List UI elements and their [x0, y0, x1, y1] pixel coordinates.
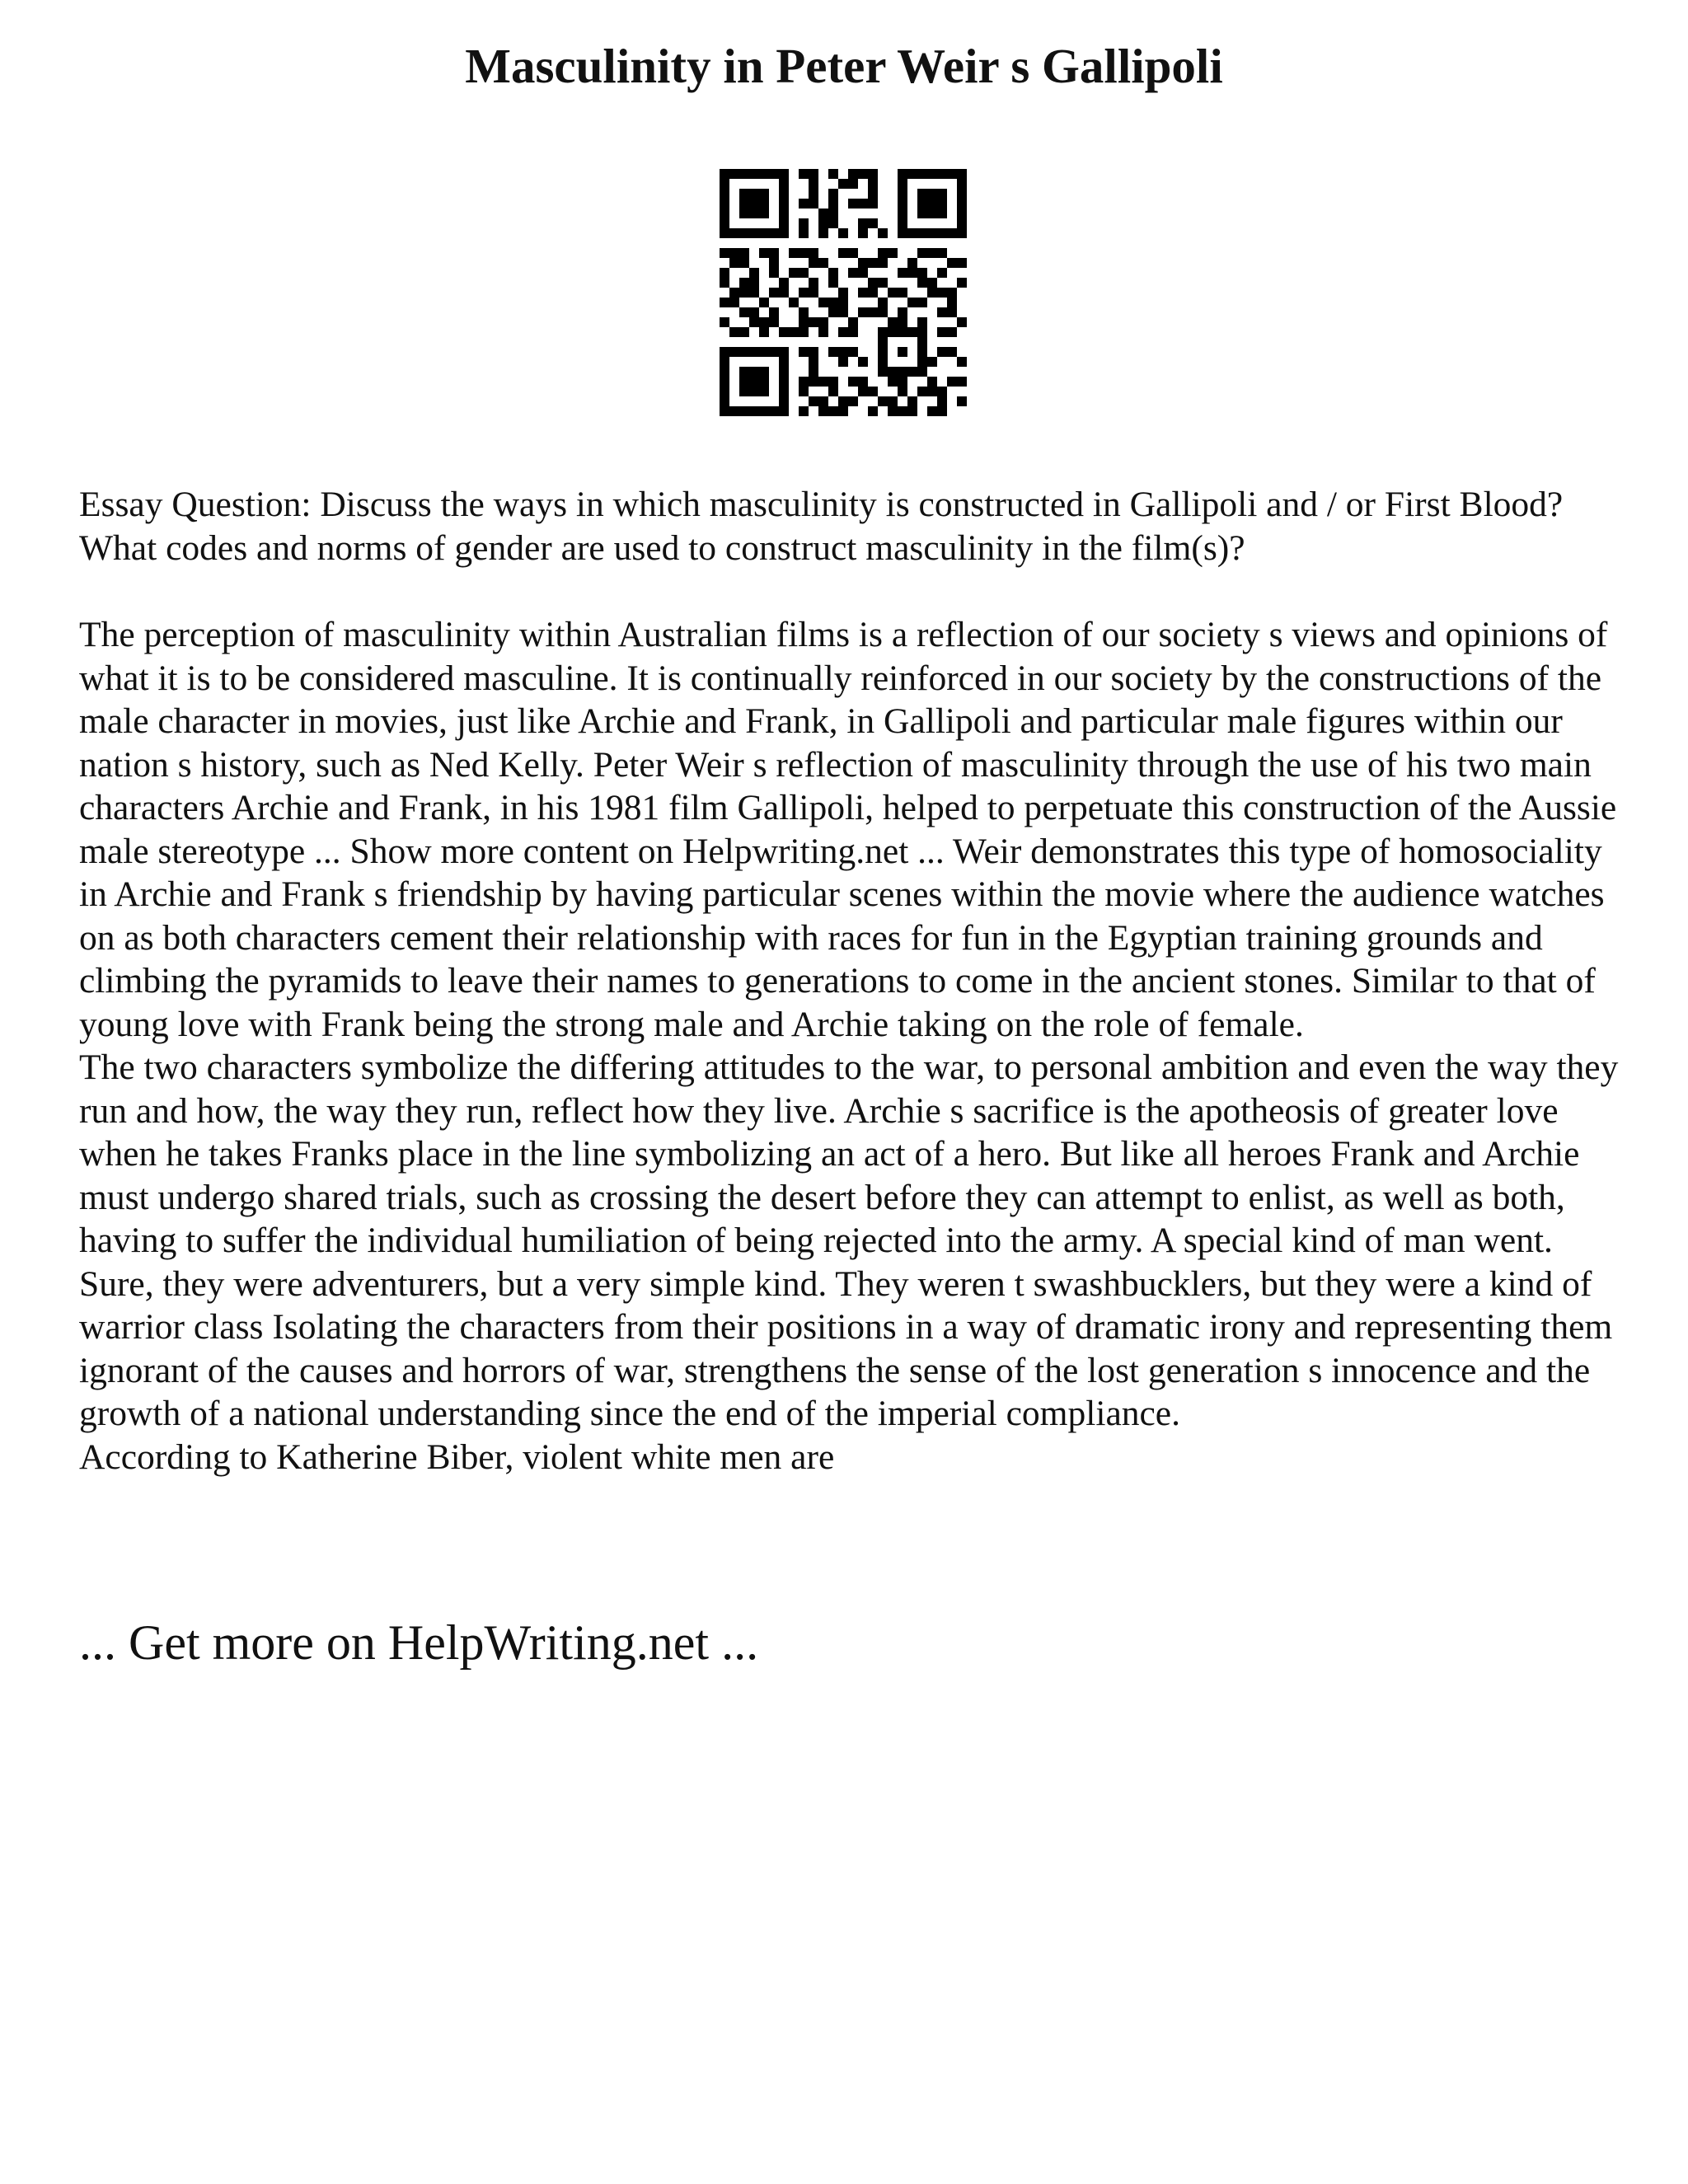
get-more-link[interactable]: ... Get more on HelpWriting.net ...	[79, 1615, 759, 1670]
essay-question: Essay Question: Discuss the ways in which masculinity is constructed in Gallipoli and / or First Blood? What codes and norms of gender are used to construct masculinity in the film(s)?	[79, 485, 1564, 568]
essay-body	[79, 613, 1629, 1479]
body-paragraph: According to Katherine Biber, violent white men are	[79, 1436, 835, 1477]
qr-code-icon	[720, 169, 967, 416]
body-paragraph: The perception of masculinity within Australian films is a reflection of our society s views and opinions of what it is to be considered masculine. It is continually reinforced in our society by the constructions of the male character in movies, just like Archie and Frank, in Gallipoli and particular male figures within our nation s history, such as Ned Kelly. Peter Weir s reflection of masculinity through the use of his two main characters Archie and Frank, in his 1981 film Gallipoli, helped to perpetuate this construction of the Aussie male stereotype ... Show more content on Helpwriting.net ... Weir demonstrates this type of homosociality in Archie and Frank s friendship by having particular scenes within the movie where the audience watches on as both characters cement their relationship with races for fun in the Egyptian training grounds and climbing the pyramids to leave their names to generations to come in the ancient stones. Similar to that of young love with Frank being the strong male and Archie taking on the role of female.	[79, 615, 1617, 1044]
document-title: Masculinity in Peter Weir s Gallipoli	[465, 39, 1223, 93]
body-paragraph: The two characters symbolize the differing attitudes to the war, to personal ambition and even the way they run and how, the way they run, reflect how they live. Archie s sacrifice is the apotheosis of greater love when he takes Franks place in the line symbolizing an act of a hero. But like all heroes Frank and Archie must undergo shared trials, such as crossing the desert before they can attempt to enlist, as well as both, having to suffer the individual humiliation of being rejected into the army. A special kind of man went. Sure, they were adventurers, but a very simple kind. They weren t swashbucklers, but they were a kind of warrior class Isolating the characters from their positions in a way of dramatic irony and representing them ignorant of the causes and horrors of war, strengthens the sense of the lost generation s innocence and the growth of a national understanding since the end of the imperial compliance.	[79, 1047, 1619, 1433]
